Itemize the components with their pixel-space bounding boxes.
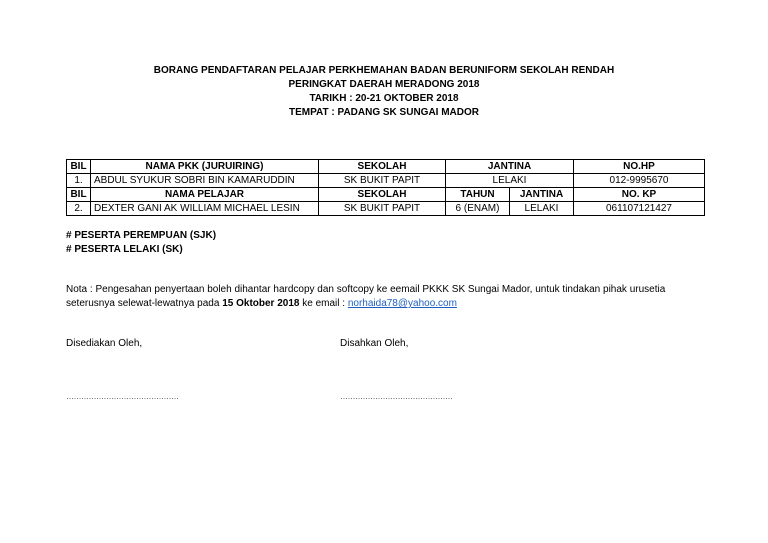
- cell-tahun: 6 (ENAM): [446, 202, 510, 216]
- submission-note: [66, 283, 706, 311]
- participant-notes: [66, 229, 216, 257]
- col-nokp: NO. KP: [574, 188, 705, 202]
- col-bil: BIL: [67, 160, 91, 174]
- cell-nama: DEXTER GANI AK WILLIAM MICHAEL LESIN: [91, 202, 319, 216]
- prepared-by-signature-line: ………………………………………: [66, 392, 179, 401]
- form-date: TARIKH : 20-21 OKTOBER 2018: [309, 93, 459, 104]
- cell-bil: 2.: [67, 202, 91, 216]
- cell-jantina: LELAKI: [510, 202, 574, 216]
- form-header: [0, 64, 768, 120]
- cell-jantina: LELAKI: [446, 174, 574, 188]
- form-level: PERINGKAT DAERAH MERADONG 2018: [288, 79, 480, 90]
- col-bil: BIL: [67, 188, 91, 202]
- nota-email-label: ke email :: [299, 298, 348, 309]
- table-header-row: [67, 160, 705, 174]
- cell-nohp: 012-9995670: [574, 174, 705, 188]
- table-row: [67, 202, 705, 216]
- nota-text: Nota : Pengesahan penyertaan boleh dihantar hardcopy dan softcopy ke eemail PKKK SK Sungai Mador, untuk tindakan pihak urusetia seterusnya selewat-lewatnya pada: [66, 284, 666, 309]
- approved-by-label: Disahkan Oleh,: [340, 338, 409, 349]
- nota-deadline: 15 Oktober 2018: [222, 298, 300, 309]
- table-row: [67, 174, 705, 188]
- note-lelaki: # PESERTA LELAKI (SK): [66, 244, 183, 255]
- col-sekolah: SEKOLAH: [319, 188, 446, 202]
- col-nama-pkk: NAMA PKK (JURUIRING): [91, 160, 319, 174]
- registration-table: [66, 159, 705, 216]
- approved-by-signature-line: ………………………………………: [340, 392, 453, 401]
- col-nama-pelajar: NAMA PELAJAR: [91, 188, 319, 202]
- form-title: BORANG PENDAFTARAN PELAJAR PERKHEMAHAN BADAN BERUNIFORM SEKOLAH RENDAH: [153, 65, 615, 76]
- cell-bil: 1.: [67, 174, 91, 188]
- cell-sekolah: SK BUKIT PAPIT: [319, 202, 446, 216]
- cell-sekolah: SK BUKIT PAPIT: [319, 174, 446, 188]
- col-nohp: NO.HP: [574, 160, 705, 174]
- cell-nokp: 061107121427: [574, 202, 705, 216]
- form-venue: TEMPAT : PADANG SK SUNGAI MADOR: [289, 107, 479, 118]
- col-jantina: JANTINA: [446, 160, 574, 174]
- email-link[interactable]: norhaida78@yahoo.com: [347, 298, 457, 309]
- col-tahun: TAHUN: [446, 188, 510, 202]
- col-sekolah: SEKOLAH: [319, 160, 446, 174]
- col-jantina: JANTINA: [510, 188, 574, 202]
- table-header-row: [67, 188, 705, 202]
- cell-nama: ABDUL SYUKUR SOBRI BIN KAMARUDDIN: [91, 174, 319, 188]
- note-perempuan: # PESERTA PEREMPUAN (SJK): [66, 230, 217, 241]
- prepared-by-label: Disediakan Oleh,: [66, 338, 143, 349]
